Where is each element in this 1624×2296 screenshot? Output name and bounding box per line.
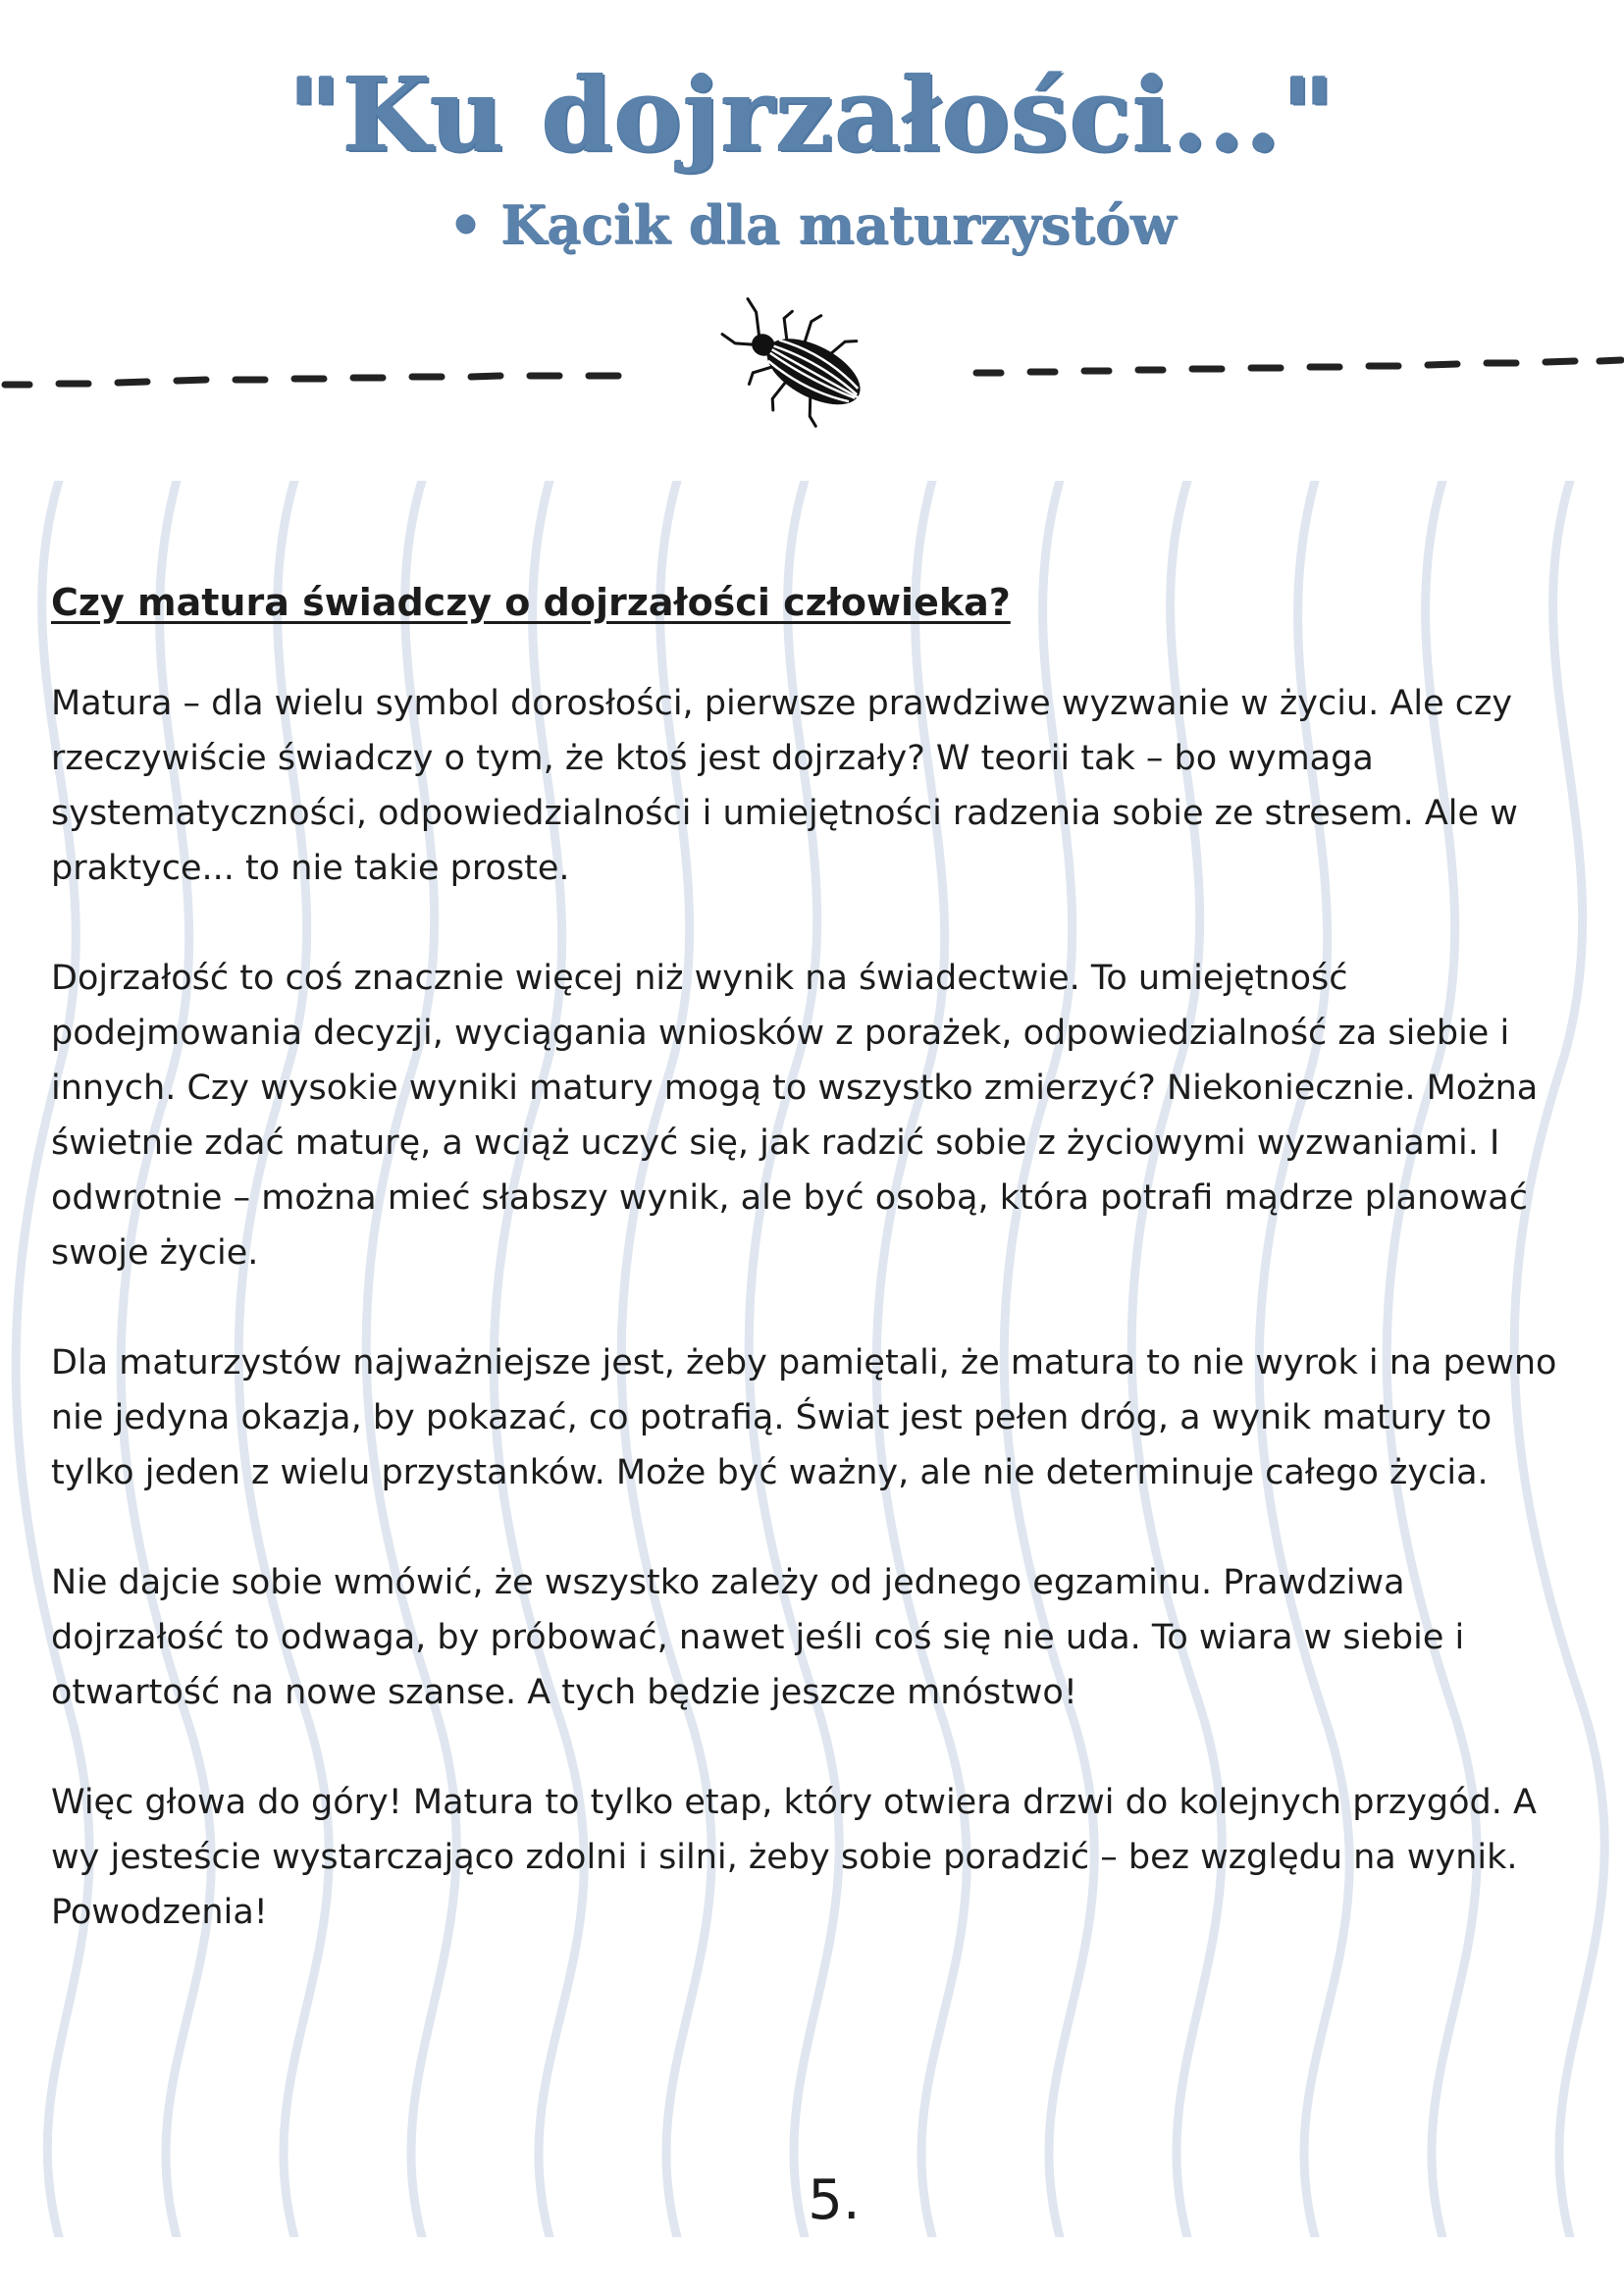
article-paragraph: Nie dajcie sobie wmówić, że wszystko zależy od jednego egzaminu. Prawdziwa dojrzałość to odwaga, by próbować, nawet jeśli coś się nie uda. To wiara w siebie i otwartość na nowe szanse. A tych będzie jeszcze mnóstwo! [51,1563,1465,1713]
dashed-line-right [976,360,1621,373]
article [51,579,1582,1995]
page-number: 5. [808,2168,861,2232]
page-subtitle: • Kącik dla maturzystów [447,193,1177,256]
dashed-line-left [5,376,618,385]
article-paragraph: Matura – dla wielu symbol dorosłości, pierwsze prawdziwe wyzwanie w życiu. Ale czy rzeczywiście świadczy o tym, że ktoś jest dojrzały? W teorii tak – bo wymaga systematyczności, odpowiedzialności i umiejętności radzenia sobie ze stresem. Ale w praktyce... to nie takie proste. [51,684,1518,889]
article-heading: Czy matura świadczy o dojrzałości człowieka? [51,581,1011,624]
article-paragraph: Dla maturzystów najważniejsze jest, żeby pamiętali, że matura to nie wyrok i na pewno nie jedyna okazja, by pokazać, co potrafią. Świat jest pełen dróg, a wynik matury to tylko jeden z wielu przystanków. Może być ważny, ale nie determinuje całego życia. [51,1343,1557,1493]
section-divider [0,294,1624,442]
article-paragraph: Dojrzałość to coś znacznie więcej niż wynik na świadectwie. To umiejętność podejmowania decyzji, wyciągania wniosków z porażek, odpowiedzialność za siebie i innych. Czy wysokie wyniki matury mogą to wszystko zmierzyć? Niekoniecznie. Można świetnie zdać maturę, a wciąż uczyć się, jak radzić sobie z życiowymi wyzwaniami. I odwrotnie – można mieć słabszy wynik, ale być osobą, która potrafi mądrze planować swoje życie. [51,959,1539,1274]
page-title: "Ku dojrzałości..." [288,54,1336,175]
article-paragraph: Więc głowa do góry! Matura to tylko etap, który otwiera drzwi do kolejnych przygód. A wy jesteście wystarczająco zdolni i silni, żeby sobie poradzić – bez względu na wynik. Powodzenia! [51,1783,1537,1933]
beetle-icon [702,294,883,442]
